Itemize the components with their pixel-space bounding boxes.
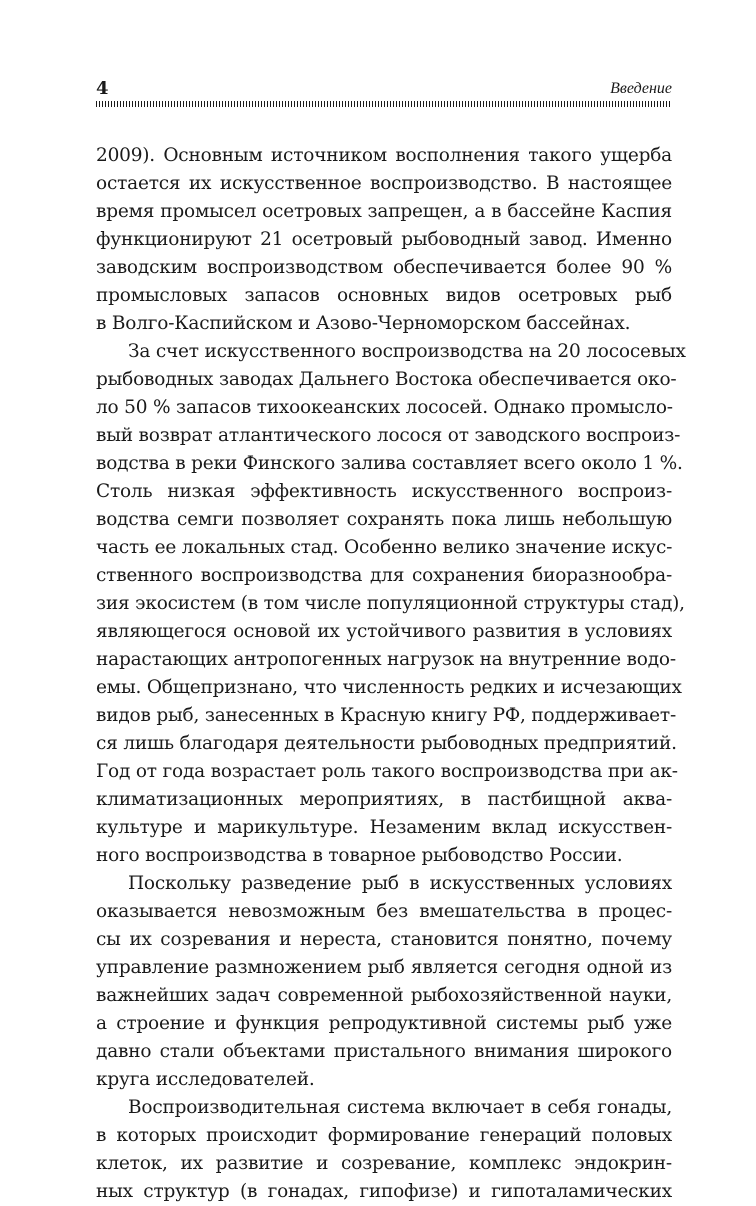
text-line: ло 50 % запасов тихоокеанских лососей. Однако промысло-: [96, 397, 673, 418]
text-line: климатизационных мероприятиях, в пастбищной аква-: [96, 789, 672, 810]
text-line: сы их созревания и нереста, становится понятно, почему: [96, 929, 672, 950]
running-head: Введение: [610, 80, 672, 97]
text-line: заводским воспроизводством обеспечивается более 90 %: [96, 257, 672, 278]
text-line: зия экосистем (в том числе популяционной структуры стад),: [96, 593, 685, 614]
text-line: в Волго-Каспийском и Азово-Черноморском бассейнах.: [96, 313, 631, 334]
paragraph: [96, 870, 672, 1094]
paragraph: [96, 1094, 672, 1206]
text-line: круга исследователей.: [96, 1069, 315, 1090]
text-line: нарастающих антропогенных нагрузок на внутренние водо-: [96, 649, 676, 670]
text-line: емы. Общепризнано, что численность редких и исчезающих: [96, 677, 682, 698]
text-line: ных структур (в гонадах, гипофизе) и гипоталамических: [96, 1181, 672, 1202]
paragraph: [96, 142, 672, 338]
text-line: часть ее локальных стад. Особенно велико значение искус-: [96, 537, 673, 558]
text-line: водства семги позволяет сохранять пока лишь небольшую: [96, 509, 672, 530]
text-line: функционируют 21 осетровый рыбоводный завод. Именно: [96, 229, 672, 250]
text-line: оказывается невозможным без вмешательства в процес-: [96, 901, 672, 922]
text-line: важнейших задач современной рыбохозяйственной науки,: [96, 985, 672, 1006]
text-line: давно стали объектами пристального внимания широкого: [96, 1041, 672, 1062]
page-number: 4: [96, 78, 109, 99]
body-text: [96, 142, 686, 1206]
text-line: вый возврат атлантического лосося от заводского воспроиз-: [96, 425, 681, 446]
text-line: видов рыб, занесенных в Красную книгу РФ, поддерживает-: [96, 705, 677, 726]
text-line: время промысел осетровых запрещен, а в бассейне Каспия: [96, 201, 672, 222]
text-line: ственного воспроизводства для сохранения биоразнообра-: [96, 565, 672, 586]
header-rule: [96, 101, 672, 107]
text-line: рыбоводных заводах Дальнего Востока обеспечивается око-: [96, 369, 677, 390]
text-line: водства в реки Финского залива составляет всего около 1 %.: [96, 453, 683, 474]
text-line: Год от года возрастает роль такого воспроизводства при ак-: [96, 761, 678, 782]
text-line: управление размножением рыб является сегодня одной из: [96, 957, 672, 978]
text-line: ся лишь благодаря деятельности рыбоводных предприятий.: [96, 733, 677, 754]
text-line: промысловых запасов основных видов осетровых рыб: [96, 285, 672, 306]
text-line: 2009). Основным источником восполнения такого ущерба: [96, 145, 672, 166]
text-line: Поскольку разведение рыб в искусственных условиях: [128, 873, 672, 894]
text-line: культуре и марикультуре. Незаменим вклад искусствен-: [96, 817, 672, 838]
text-line: Воспроизводительная система включает в себя гонады,: [128, 1097, 672, 1118]
text-line: ного воспроизводства в товарное рыбоводство России.: [96, 845, 623, 866]
text-line: а строение и функция репродуктивной системы рыб уже: [96, 1013, 672, 1034]
text-line: клеток, их развитие и созревание, комплекс эндокрин-: [96, 1153, 672, 1174]
text-line: За счет искусственного воспроизводства на 20 лососевых: [128, 341, 686, 362]
page-header: [96, 78, 672, 102]
paragraph: [96, 338, 686, 870]
text-line: являющегося основой их устойчивого развития в условиях: [96, 621, 672, 642]
text-line: в которых происходит формирование генераций половых: [96, 1125, 672, 1146]
text-line: остается их искусственное воспроизводство. В настоящее: [96, 173, 672, 194]
text-line: Столь низкая эффективность искусственного воспроиз-: [96, 481, 672, 502]
